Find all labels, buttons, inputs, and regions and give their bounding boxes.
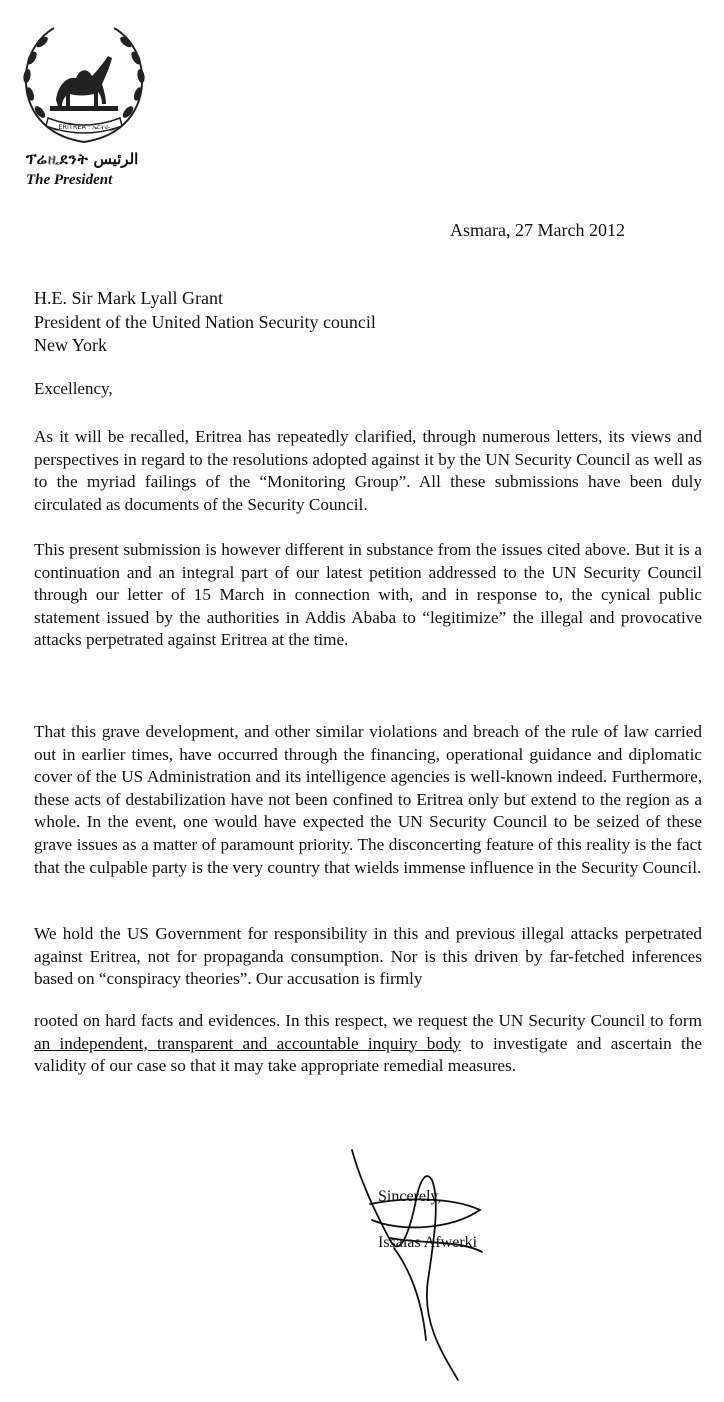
handwritten-signature-icon	[330, 1140, 490, 1390]
svg-text:ERITREA · ኤርትራ: ERITREA · ኤርትራ	[58, 123, 110, 131]
recipient-position: President of the United Nation Security council	[34, 312, 376, 332]
paragraph-5-text-after: to investigate and ascertain the validity of our case so that it may take appropriate remedial measures.	[34, 1033, 703, 1076]
letter-date: Asmara, 27 March 2012	[450, 220, 625, 240]
signer-name: Issaias Afwerki	[378, 1234, 478, 1251]
paragraph-4: We hold the US Government for responsibility in this and previous illegal attacks perpetrated against Eritrea, not for propaganda consumption. Nor is this driven by far-fetched inferences based on “conspiracy theories”. Our accusation is firmly	[34, 924, 702, 989]
paragraph-5-text-before: rooted on hard facts and evidences. In this respect, we request the UN Security Council to form	[34, 1011, 702, 1030]
letterhead-title: The President	[26, 172, 113, 188]
letterhead-script: ፕሬዚደንት الرئيس	[26, 152, 139, 168]
paragraph-5	[34, 1010, 702, 1078]
closing: Sincerely,	[378, 1188, 442, 1205]
paragraph-3: That this grave development, and other similar violations and breach of the rule of law carried out in earlier times, have occurred through the financing, operational guidance and diplomatic cover of the US Administration and its intelligence agencies is well-known indeed. Furthermore, these acts of destabilization have not been confined to Eritrea only but extend to the region as a whole. In the event, one would have expected the UN Security Council to be seized of these grave issues as a matter of paramount priority. The disconcerting feature of this reality is the fact that the culpable party is the very country that wields immense influence in the Security Council.	[34, 722, 702, 877]
state-emblem-camel-seal-icon	[14, 14, 154, 148]
paragraph-2: This present submission is however different in substance from the issues cited above. But it is a continuation and an integral part of our latest petition addressed to the UN Security Council through our letter of 15 March in connection with, and in response to, the cynical public statement issued by the authorities in Addis Ababa to “legitimize” the illegal and provocative attacks perpetrated against Eritrea at the time.	[34, 540, 702, 650]
paragraph-1: As it will be recalled, Eritrea has repeatedly clarified, through numerous letters, its views and perspectives in regard to the resolutions adopted against it by the UN Security Council as well as to the myriad failings of the “Monitoring Group”. All these submissions have been duly circulated as documents of the Security Council.	[34, 427, 702, 514]
recipient-name: H.E. Sir Mark Lyall Grant	[34, 288, 223, 308]
salutation: Excellency,	[34, 379, 113, 398]
paragraph-5-underlined-text: an independent, transparent and accountable inquiry body	[34, 1033, 462, 1053]
recipient-city: New York	[34, 335, 108, 355]
